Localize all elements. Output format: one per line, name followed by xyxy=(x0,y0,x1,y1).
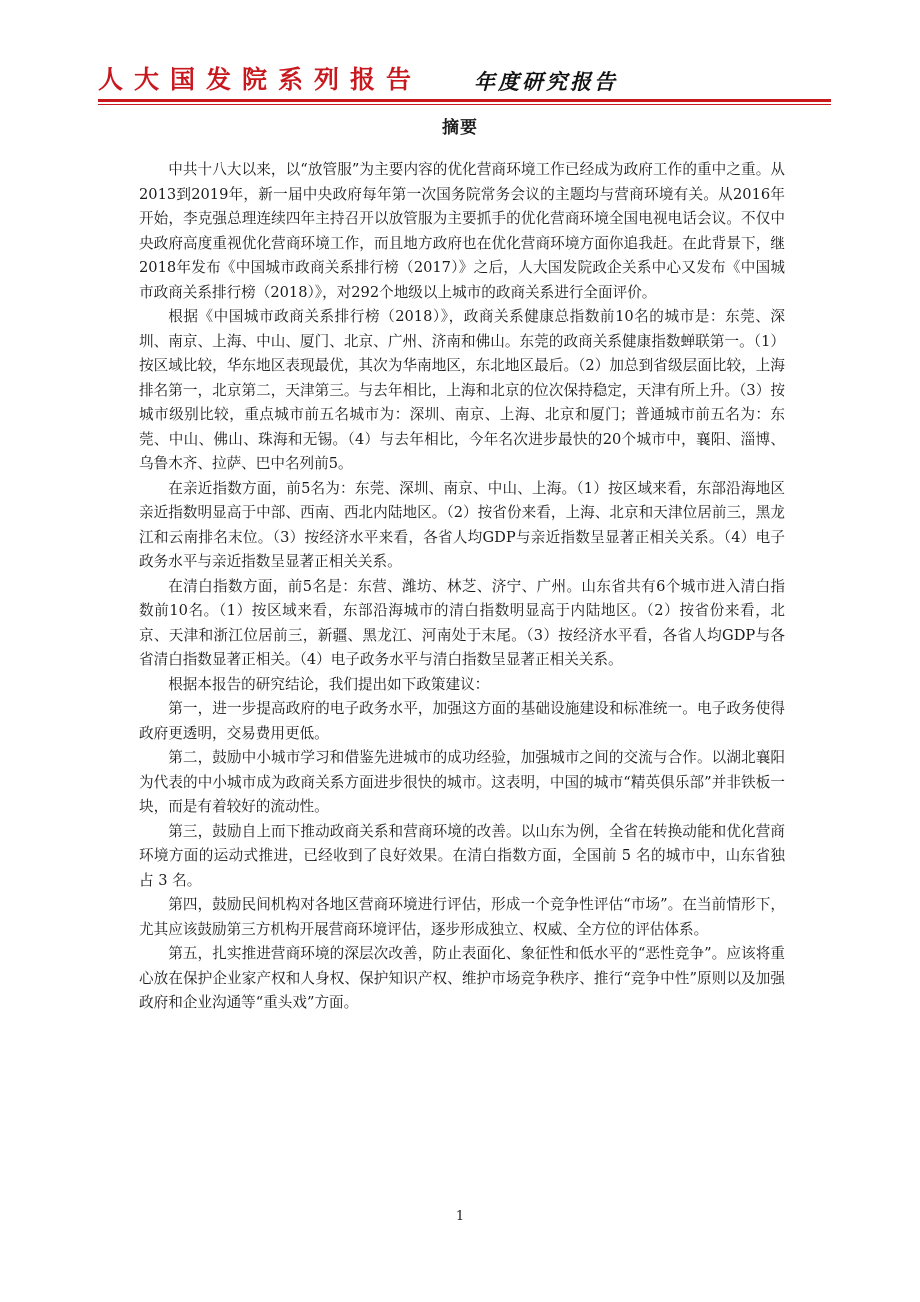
policy-recommendation: 第一，进一步提高政府的电子政务水平，加强这方面的基础设施建设和标准统一。电子政务使得政府更透明，交易费用更低。 xyxy=(139,700,785,742)
annual-report-title: 年度研究报告 xyxy=(474,70,618,94)
policy-recommendation: 第四，鼓励民间机构对各地区营商环境进行评估，形成一个竞争性评估“市场”。在当前情形下，尤其应该鼓励第三方机构开展营商环境评估，逐步形成独立、权威、全方位的评估体系。 xyxy=(139,896,785,938)
header-rule-thin xyxy=(98,104,831,105)
header-rule-thick xyxy=(98,99,831,102)
abstract-paragraph: 根据本报告的研究结论，我们提出如下政策建议： xyxy=(168,675,490,693)
report-header xyxy=(0,62,920,98)
abstract-body xyxy=(139,158,785,1016)
abstract-paragraph: 根据《中国城市政商关系排行榜（2018）》，政商关系健康总指数前10名的城市是：东莞、深圳、南京、上海、中山、厦门、北京、广州、济南和佛山。东莞的政商关系健康指数蝉联第一。（1）按区域比较，华东地区表现最优，其次为华南地区，东北地区最后。（2）加总到省级层面比较，上海排名第一，北京第二，天津第三。与去年相比，上海和北京的位次保持稳定，天津有所上升。（3）按城市级别比较，重点城市前五名城市为：深圳、南京、上海、北京和厦门；普通城市前五名为：东莞、中山、佛山、珠海和无锡。（4）与去年相比，今年名次进步最快的20个城市中，襄阳、淄博、乌鲁木齐、拉萨、巴中名列前5。 xyxy=(139,308,785,472)
abstract-paragraph: 中共十八大以来，以“放管服”为主要内容的优化营商环境工作已经成为政府工作的重中之重。从2013到2019年，新一届中央政府每年第一次国务院常务会议的主题均与营商环境有关。从2016年开始，李克强总理连续四年主持召开以放管服为主要抓手的优化营商环境全国电视电话会议。不仅中央政府高度重视优化营商环境工作，而且地方政府也在优化营商环境方面你追我赶。在此背景下，继2018年发布《中国城市政商关系排行榜（2017）》之后，人大国发院政企关系中心又发布《中国城市政商关系排行榜（2018）》，对292个地级以上城市的政商关系进行全面评价。 xyxy=(139,161,785,301)
page-number: 1 xyxy=(455,1209,465,1224)
policy-recommendation: 第三，鼓励自上而下推动政商关系和营商环境的改善。以山东为例，全省在转换动能和优化营商环境方面的运动式推进，已经收到了良好效果。在清白指数方面，全国前 5 名的城市中，山东省独占 3 名。 xyxy=(139,822,785,889)
policy-recommendation: 第二，鼓励中小城市学习和借鉴先进城市的成功经验，加强城市之间的交流与合作。以湖北襄阳为代表的中小城市成为政商关系方面进步很快的城市。这表明，中国的城市“精英俱乐部”并非铁板一块，而是有着较好的流动性。 xyxy=(139,749,785,815)
abstract-paragraph: 在清白指数方面，前5名是：东营、潍坊、林芝、济宁、广州。山东省共有6个城市进入清白指数前10名。（1）按区域来看，东部沿海城市的清白指数明显高于内陆地区。（2）按省份来看，北京、天津和浙江位居前三，新疆、黑龙江、河南处于末尾。（3）按经济水平看，各省人均GDP与各省清白指数显著正相关。（4）电子政务水平与清白指数呈显著正相关关系。 xyxy=(139,577,785,668)
abstract-title: 摘要 xyxy=(442,118,478,138)
abstract-paragraph: 在亲近指数方面，前5名为：东莞、深圳、南京、中山、上海。（1）按区域来看，东部沿海地区亲近指数明显高于中部、西南、西北内陆地区。（2）按省份来看，上海、北京和天津位居前三，黑龙江和云南排名末位。（3）按经济水平来看，各省人均GDP与亲近指数呈显著正相关关系。（4）电子政务水平与亲近指数呈显著正相关关系。 xyxy=(139,479,785,570)
policy-recommendation: 第五，扎实推进营商环境的深层次改善，防止表面化、象征性和低水平的“恶性竞争”。应该将重心放在保护企业家产权和人身权、保护知识产权、维护市场竞争秩序、推行“竞争中性”原则以及加强政府和企业沟通等“重头戏”方面。 xyxy=(139,945,785,1011)
series-title: 人大国发院系列报告 xyxy=(98,65,423,94)
